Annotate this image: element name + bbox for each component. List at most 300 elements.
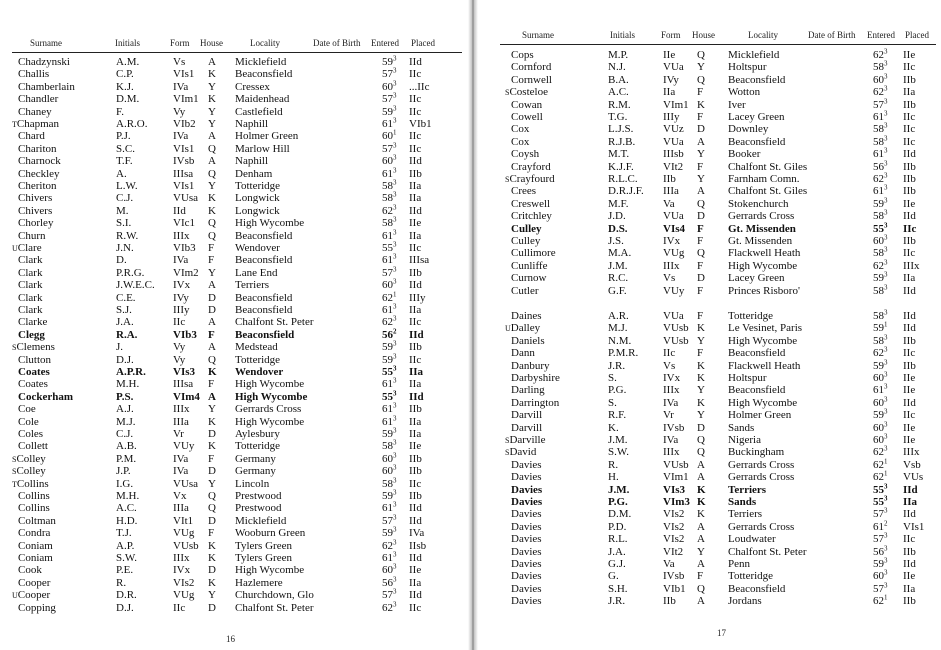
entered-term: 2: [393, 327, 397, 336]
form-cell: Vx: [173, 490, 187, 502]
table-row: [478, 409, 941, 421]
locality-cell: Le Vesinet, Paris: [728, 322, 803, 335]
placed-cell: IId: [903, 310, 916, 322]
table-row: [0, 537, 468, 552]
status-prefix: U: [12, 244, 18, 253]
table-row: [478, 49, 941, 61]
surname-text: Crees: [511, 185, 537, 198]
house-cell: Y: [697, 334, 705, 347]
entered-cell: [873, 595, 888, 607]
placed-cell: IIe: [409, 564, 422, 577]
initials-cell: M.: [116, 204, 129, 217]
entered-term: 3: [393, 141, 397, 150]
entered-term: 3: [884, 568, 888, 577]
locality-cell: Terriers: [235, 279, 270, 292]
status-prefix: S: [505, 436, 510, 445]
locality-cell: Castlefield: [235, 105, 283, 118]
form-cell: IVa: [173, 80, 189, 93]
entered-year: 58: [382, 192, 393, 205]
table-row: [478, 185, 941, 197]
locality-cell: Flackwell Heath: [728, 359, 801, 372]
house-cell: K: [208, 93, 216, 106]
entered-year: 59: [382, 527, 393, 540]
initials-cell: N.J.: [608, 61, 626, 74]
placed-cell: IIc: [409, 130, 422, 143]
table-row: [478, 111, 941, 123]
initials-cell: T.J.: [116, 527, 132, 540]
status-prefix: T: [12, 479, 17, 489]
entered-term: 3: [393, 277, 397, 286]
placed-cell: IIb: [409, 490, 422, 502]
surname-cell: [18, 81, 75, 93]
entered-term: 3: [884, 220, 888, 229]
surname-cell: [511, 409, 542, 421]
table-row: [478, 446, 941, 458]
entered-year: 58: [873, 334, 884, 347]
table-row: [0, 118, 468, 130]
surname-text: Davies: [511, 595, 542, 608]
entered-term: 3: [393, 190, 397, 199]
table-row: [0, 341, 468, 353]
table-row: [0, 289, 468, 304]
placed-cell: IIe: [903, 384, 916, 397]
initials-cell: R.W.: [116, 229, 139, 242]
surname-cell: [511, 161, 551, 173]
entered-year: 57: [873, 533, 884, 546]
surname-cell: [18, 180, 57, 192]
locality-cell: Germany: [235, 465, 276, 478]
entered-term: 3: [884, 308, 888, 317]
entered-year: 58: [873, 135, 884, 148]
table-row: [0, 440, 468, 452]
entered-term: 1: [393, 289, 397, 298]
locality-cell: Gerrards Cross: [235, 403, 302, 416]
locality-cell: Wooburn Green: [235, 527, 306, 540]
placed-cell: IIc: [903, 409, 916, 422]
entered-year: 59: [873, 558, 884, 570]
initials-cell: J.M.: [608, 483, 630, 496]
surname-cell: [18, 304, 42, 316]
entered-cell: [382, 599, 397, 614]
house-cell: A: [208, 130, 216, 143]
house-cell: Q: [697, 73, 705, 86]
surname-cell: [511, 570, 542, 582]
locality-cell: High Wycombe: [235, 415, 305, 428]
entered-term: 3: [393, 513, 397, 522]
surname-text: Darbyshire: [511, 372, 560, 384]
surname-cell: [511, 123, 529, 135]
entered-year: 61: [382, 502, 393, 515]
surname-text: Coysh: [511, 148, 540, 161]
entered-year: 58: [382, 217, 393, 230]
form-cell: IIIx: [173, 229, 190, 242]
form-cell: VUsb: [173, 539, 199, 552]
form-cell: IVa: [173, 465, 189, 478]
house-cell: Q: [208, 217, 216, 230]
entered-year: 62: [873, 347, 884, 360]
entered-year: 57: [873, 508, 884, 521]
form-cell: IIc: [663, 347, 676, 360]
house-cell: Y: [208, 105, 216, 118]
locality-cell: Sands: [728, 496, 757, 508]
surname-cell: [18, 416, 39, 428]
surname-text: Cornwell: [511, 73, 552, 86]
entered-year: 58: [873, 210, 884, 223]
surname-text: Cullimore: [511, 247, 556, 260]
surname-text: Coles: [18, 428, 44, 440]
header-locality: Locality: [250, 38, 280, 48]
surname-text: Dalley: [510, 322, 541, 335]
entered-year: 61: [382, 167, 393, 180]
entered-year: 59: [382, 105, 393, 118]
table-row: [0, 453, 468, 465]
surname-text: Critchley: [511, 210, 552, 223]
locality-cell: Penn: [728, 558, 750, 570]
table-row: [0, 527, 468, 539]
entered-year: 55: [382, 366, 393, 378]
surname-text: Chadzynski: [18, 56, 70, 68]
locality-cell: Lacey Green: [728, 111, 785, 123]
initials-cell: M.J.: [116, 415, 136, 428]
table-row: [478, 397, 941, 409]
surname-text: Chandler: [18, 93, 59, 106]
initials-cell: A.C.: [116, 502, 137, 515]
entered-term: 3: [884, 245, 888, 254]
table-row: [0, 130, 468, 142]
house-cell: K: [208, 68, 216, 81]
initials-cell: D.M.: [608, 508, 632, 521]
locality-cell: Farnham Comn.: [728, 173, 800, 185]
house-cell: A: [208, 316, 216, 329]
locality-cell: Gt. Missenden: [728, 222, 796, 235]
form-cell: VIs2: [663, 508, 685, 521]
surname-text: Crayfourd: [509, 173, 555, 185]
entered-term: 3: [884, 59, 888, 68]
surname-cell: [18, 403, 36, 415]
initials-cell: D.J.: [116, 601, 134, 614]
entered-year: 59: [382, 490, 393, 502]
surname-text: Clark: [18, 254, 43, 267]
surname-text: Challis: [18, 68, 50, 81]
table-row: [0, 205, 468, 217]
house-cell: D: [697, 123, 705, 136]
surname-text: Clarke: [18, 316, 48, 329]
initials-cell: S.H.: [608, 582, 628, 595]
house-cell: Q: [208, 502, 216, 515]
locality-cell: Lincoln: [235, 477, 270, 490]
placed-cell: IIa: [409, 576, 422, 589]
placed-cell: IIIsa: [409, 254, 430, 267]
surname-text: Cunliffe: [511, 259, 548, 272]
locality-cell: Jordans: [728, 595, 762, 608]
initials-cell: S.: [608, 396, 617, 409]
initials-cell: A.R.O.: [116, 118, 148, 130]
house-cell: D: [208, 291, 216, 304]
initials-cell: A.B.: [116, 440, 137, 453]
surname-cell: [511, 136, 529, 148]
surname-cell: [18, 515, 56, 527]
entered-term: 3: [393, 302, 397, 311]
initials-cell: P.R.G.: [116, 266, 145, 279]
locality-cell: Longwick: [235, 192, 280, 205]
entered-term: 3: [393, 389, 397, 398]
table-row: [478, 235, 941, 247]
table-row: [0, 316, 468, 328]
header-dob: Date of Birth: [808, 30, 856, 40]
initials-cell: H.: [608, 471, 619, 484]
placed-cell: IIb: [409, 341, 422, 354]
table-row: [478, 419, 941, 434]
placed-cell: IIa: [903, 86, 916, 99]
locality-cell: Beaconsfield: [235, 229, 293, 242]
surname-cell: [511, 74, 552, 86]
house-cell: Y: [208, 266, 216, 279]
table-row: [0, 564, 468, 576]
initials-cell: D.J.: [116, 353, 134, 366]
table-row: [0, 413, 468, 428]
initials-cell: J.W.E.C.: [116, 279, 155, 292]
house-cell: F: [697, 111, 704, 123]
entered-year: 59: [873, 322, 884, 335]
surname-cell: [18, 316, 47, 328]
entered-year: 62: [873, 49, 884, 61]
initials-cell: H.D.: [116, 514, 138, 527]
surname-cell: [18, 155, 61, 167]
entered-year: 57: [382, 142, 393, 155]
table-row: [0, 428, 468, 440]
table-row: [478, 459, 941, 471]
locality-cell: Longwick: [235, 204, 280, 217]
locality-cell: Beaconsfield: [728, 384, 786, 397]
house-cell: Q: [697, 582, 705, 595]
table-row: [0, 267, 468, 279]
form-cell: IIIy: [663, 111, 680, 123]
locality-cell: Totteridge: [235, 440, 281, 453]
table-row: [0, 351, 468, 366]
table-row: [478, 247, 941, 259]
entered-year: 61: [873, 520, 884, 533]
initials-cell: P.E.: [116, 564, 134, 577]
entered-term: 3: [393, 314, 397, 323]
surname-text: Cornford: [511, 61, 552, 74]
entered-year: 57: [382, 266, 393, 279]
entered-year: 61: [873, 148, 884, 161]
header-house: House: [200, 38, 223, 48]
house-cell: Q: [208, 167, 216, 180]
surname-text: Cheriton: [18, 180, 57, 192]
entered-term: 3: [884, 158, 888, 167]
entered-year: 62: [873, 471, 884, 484]
form-cell: IIIa: [173, 502, 189, 515]
initials-cell: S.: [608, 372, 617, 384]
surname-cell: [511, 223, 542, 235]
locality-cell: Lacey Green: [728, 272, 785, 285]
placed-cell: IIb: [409, 452, 422, 465]
form-cell: VUsb: [663, 458, 689, 471]
surname-text: Clegg: [18, 328, 45, 341]
entered-term: 3: [884, 134, 888, 143]
form-cell: IVx: [663, 372, 681, 384]
house-cell: Q: [208, 490, 216, 502]
surname-cell: [12, 589, 50, 602]
placed-cell: VIs1: [903, 520, 925, 533]
table-row: [478, 434, 941, 446]
table-row: [0, 81, 468, 93]
surname-text: Colley: [16, 465, 46, 478]
surname-text: Cole: [18, 415, 39, 428]
status-prefix: S: [12, 467, 17, 477]
placed-cell: IIb: [903, 73, 916, 86]
status-prefix: S: [12, 343, 17, 353]
surname-text: Coates: [18, 378, 48, 391]
surname-text: Clemens: [16, 341, 55, 354]
entered-year: 62: [873, 259, 884, 272]
locality-cell: Flackwell Heath: [728, 247, 801, 260]
table-row: [478, 282, 941, 297]
surname-cell: [511, 360, 550, 372]
initials-cell: A.J.: [116, 403, 134, 416]
house-cell: K: [208, 415, 216, 428]
initials-cell: C.P.: [116, 68, 134, 81]
table-row: [0, 329, 468, 341]
placed-cell: IIe: [409, 440, 422, 453]
initials-cell: M.H.: [116, 378, 140, 391]
entered-year: 58: [382, 180, 393, 192]
entered-year: 62: [873, 458, 884, 471]
house-cell: A: [208, 279, 216, 292]
table-row: [478, 357, 941, 372]
entered-term: 3: [884, 395, 888, 404]
entered-year: 62: [382, 601, 393, 614]
entered-term: 3: [884, 357, 888, 366]
table-row: [478, 521, 941, 533]
surname-cell: [511, 61, 551, 73]
locality-cell: Gt. Missenden: [728, 235, 793, 247]
surname-text: Collins: [18, 490, 50, 502]
placed-cell: IIc: [409, 105, 422, 118]
surname-text: Chard: [18, 130, 45, 143]
initials-cell: A.C.: [608, 86, 629, 99]
initials-cell: R.L.C.: [608, 173, 638, 185]
form-cell: VIm1: [663, 98, 689, 111]
initials-cell: R.L.: [608, 533, 628, 546]
table-row: [478, 61, 941, 73]
entered-year: 61: [382, 229, 393, 242]
surname-cell: [12, 341, 55, 354]
entered-term: 3: [393, 116, 397, 125]
initials-cell: R.A.: [116, 328, 138, 341]
surname-text: Dann: [511, 347, 535, 360]
placed-cell: IIe: [903, 570, 916, 583]
form-cell: VUg: [173, 589, 195, 602]
placed-cell: IIe: [903, 197, 916, 210]
initials-cell: J.N.: [116, 242, 134, 254]
surname-cell: [511, 508, 542, 520]
surname-cell: [18, 56, 70, 68]
locality-cell: Gerrards Cross: [728, 210, 795, 223]
table-row: [0, 56, 468, 68]
header-placed: Placed: [411, 38, 435, 48]
placed-cell: IIa: [409, 229, 422, 242]
house-cell: K: [697, 496, 706, 508]
house-cell: A: [697, 558, 705, 570]
surname-cell: [505, 446, 536, 459]
locality-cell: Chalfont St. Peter: [235, 601, 314, 614]
page-number: 17: [717, 628, 726, 638]
house-cell: Y: [208, 180, 216, 192]
placed-cell: IId: [903, 483, 918, 496]
surname-cell: [511, 99, 542, 111]
initials-cell: G.: [608, 570, 619, 583]
table-row: [478, 322, 941, 334]
placed-cell: IIa: [903, 496, 918, 508]
entered-term: 1: [884, 469, 888, 478]
entered-year: 58: [873, 310, 884, 322]
surname-text: Davies: [511, 533, 542, 546]
entered-term: 3: [393, 413, 397, 422]
house-cell: F: [697, 310, 704, 322]
surname-cell: [18, 143, 57, 155]
form-cell: IVa: [173, 130, 189, 143]
surname-cell: [18, 68, 49, 80]
status-prefix: S: [505, 448, 510, 458]
entered-year: 62: [382, 204, 393, 217]
surname-cell: [18, 577, 50, 589]
surname-cell: [18, 440, 48, 452]
house-cell: A: [208, 56, 216, 68]
placed-cell: IIIx: [903, 446, 920, 459]
entered-year: 61: [382, 552, 393, 564]
initials-cell: A.P.: [116, 539, 135, 552]
entered-term: 3: [393, 587, 397, 596]
entered-year: 55: [873, 483, 884, 496]
surname-cell: [511, 521, 542, 533]
table-row: [478, 496, 941, 508]
form-cell: VUsb: [663, 322, 689, 335]
initials-cell: S.W.: [116, 552, 137, 564]
house-cell: K: [208, 552, 216, 564]
locality-cell: Beaconsfield: [235, 68, 293, 81]
surname-text: Darrington: [511, 396, 560, 409]
form-cell: IVa: [173, 254, 189, 267]
form-cell: IVsb: [173, 155, 195, 168]
header-rule: [500, 44, 936, 45]
surname-cell: [18, 192, 52, 204]
locality-cell: Beaconsfield: [728, 73, 786, 86]
house-cell: F: [697, 570, 704, 583]
placed-cell: IIe: [409, 217, 422, 230]
house-cell: K: [208, 440, 216, 453]
locality-cell: Lane End: [235, 266, 278, 279]
house-cell: D: [697, 421, 705, 434]
house-cell: Q: [208, 353, 216, 366]
surname-text: Cutler: [511, 284, 539, 297]
entered-year: 62: [873, 173, 884, 185]
surname-cell: [511, 148, 539, 160]
surname-text: Davies: [511, 582, 542, 595]
house-cell: K: [697, 508, 705, 521]
placed-cell: IId: [903, 558, 916, 570]
initials-cell: B.A.: [608, 73, 629, 86]
initials-cell: D.S.: [608, 222, 628, 235]
surname-cell: [12, 465, 46, 478]
surname-text: Darville: [509, 434, 546, 446]
initials-cell: R.: [116, 576, 127, 589]
initials-cell: R.F.: [608, 409, 627, 422]
house-cell: D: [208, 601, 216, 614]
initials-cell: D.R.: [116, 589, 137, 602]
entered-term: 3: [393, 488, 397, 497]
